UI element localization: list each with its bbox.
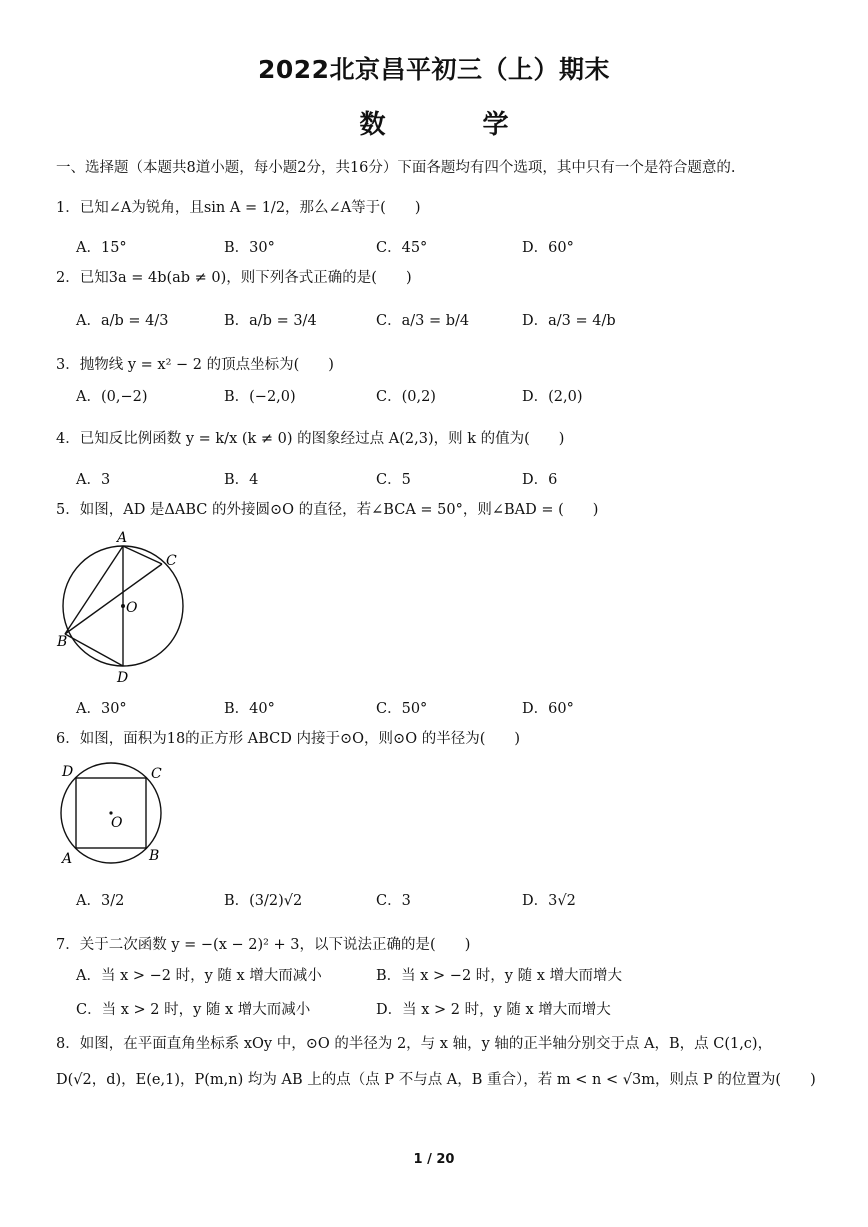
q5-option-c: C．50° (376, 701, 428, 717)
q4-option-d: D．6 (522, 472, 558, 488)
q3-option-b: B．(−2,0) (224, 389, 296, 405)
q5-segment-bd (65, 634, 123, 666)
q5-option-d: D．60° (522, 701, 574, 717)
q5-circle-figure (54, 528, 194, 688)
q1-option-b: B．30° (224, 240, 275, 256)
q6-option-d: D．3√2 (522, 893, 576, 909)
q2-option-a: A．a/b = 4/3 (76, 313, 169, 329)
q6-option-c: C．3 (376, 893, 411, 909)
q5-option-a: A．30° (76, 701, 127, 717)
q5-label-c: C (166, 553, 177, 569)
question-2-stem: 2．已知3a = 4b(ab ≠ 0)，则下列各式正确的是( ) (56, 270, 412, 286)
q5-segment-ab (65, 546, 123, 634)
q3-option-a: A．(0,−2) (76, 389, 148, 405)
q1-option-a: A．15° (76, 240, 127, 256)
question-8-line-1: 8．如图，在平面直角坐标系 xOy 中，⊙O 的半径为 2，与 x 轴，y 轴的正半轴分别交于点 A，B，点 C(1,c)， (56, 1036, 773, 1052)
q5-option-b: B．40° (224, 701, 275, 717)
question-4-stem: 4．已知反比例函数 y = k/x (k ≠ 0) 的图象经过点 A(2,3)，则 k 的值为( ) (56, 431, 565, 447)
q5-segment-bc (65, 564, 162, 634)
q6-label-a: A (62, 851, 73, 867)
question-7-stem: 7．关于二次函数 y = −(x − 2)² + 3，以下说法正确的是( ) (56, 937, 471, 953)
q2-option-d: D．a/3 = 4/b (522, 313, 616, 329)
q7-option-a: A．当 x > −2 时，y 随 x 增大而减小 (76, 968, 322, 984)
q6-label-d: D (62, 764, 74, 780)
q5-center-point (121, 604, 125, 608)
q5-label-a: A (117, 530, 128, 546)
q3-option-d: D．(2,0) (522, 389, 583, 405)
q6-circle-figure (54, 760, 179, 870)
q5-label-b: B (57, 634, 68, 650)
q4-option-a: A．3 (76, 472, 111, 488)
question-5-stem: 5．如图，AD 是ΔABC 的外接圆⊙O 的直径，若∠BCA = 50°，则∠BAD = ( ) (56, 502, 599, 518)
question-1-stem: 1．已知∠A为锐角，且sin A = 1/2，那么∠A等于( ) (56, 200, 421, 216)
page-number: 1 / 20 (413, 1152, 455, 1167)
question-6-stem: 6．如图，面积为18的正方形 ABCD 内接于⊙O，则⊙O 的半径为( ) (56, 731, 521, 747)
q4-option-c: C．5 (376, 472, 411, 488)
q6-option-b: B．(3/2)√2 (224, 893, 303, 909)
q6-option-a: A．3/2 (76, 893, 125, 909)
q2-option-b: B．a/b = 3/4 (224, 313, 317, 329)
q5-label-d: D (117, 670, 129, 686)
q1-option-d: D．60° (522, 240, 574, 256)
section-instructions: 一、选择题（本题共8道小题，每小题2分，共16分）下面各题均有四个选项，其中只有一个是符合题意的. (56, 160, 736, 176)
q2-option-c: C．a/3 = b/4 (376, 313, 470, 329)
q7-option-c: C．当 x > 2 时，y 随 x 增大而减小 (76, 1002, 311, 1018)
q3-option-c: C．(0,2) (376, 389, 436, 405)
page-title: 2022北京昌平初三（上）期末 (257, 55, 611, 84)
question-8-line-2: D(√2，d)，E(e,1)，P(m,n) 均为 AB 上的点（点 P 不与点 A，B 重合），若 m < n < √3m，则点 P 的位置为( ) (56, 1072, 816, 1088)
q6-label-b: B (149, 848, 160, 864)
q6-label-o: O (111, 815, 123, 831)
q6-label-c: C (151, 766, 162, 782)
q1-option-c: C．45° (376, 240, 428, 256)
q7-option-d: D．当 x > 2 时，y 随 x 增大而增大 (376, 1002, 611, 1018)
question-3-stem: 3．抛物线 y = x² − 2 的顶点坐标为( ) (56, 357, 334, 373)
q5-label-o: O (126, 600, 138, 616)
subject-title: 数 学 (359, 110, 553, 140)
q4-option-b: B．4 (224, 472, 259, 488)
q7-option-b: B．当 x > −2 时，y 随 x 增大而增大 (376, 968, 622, 984)
